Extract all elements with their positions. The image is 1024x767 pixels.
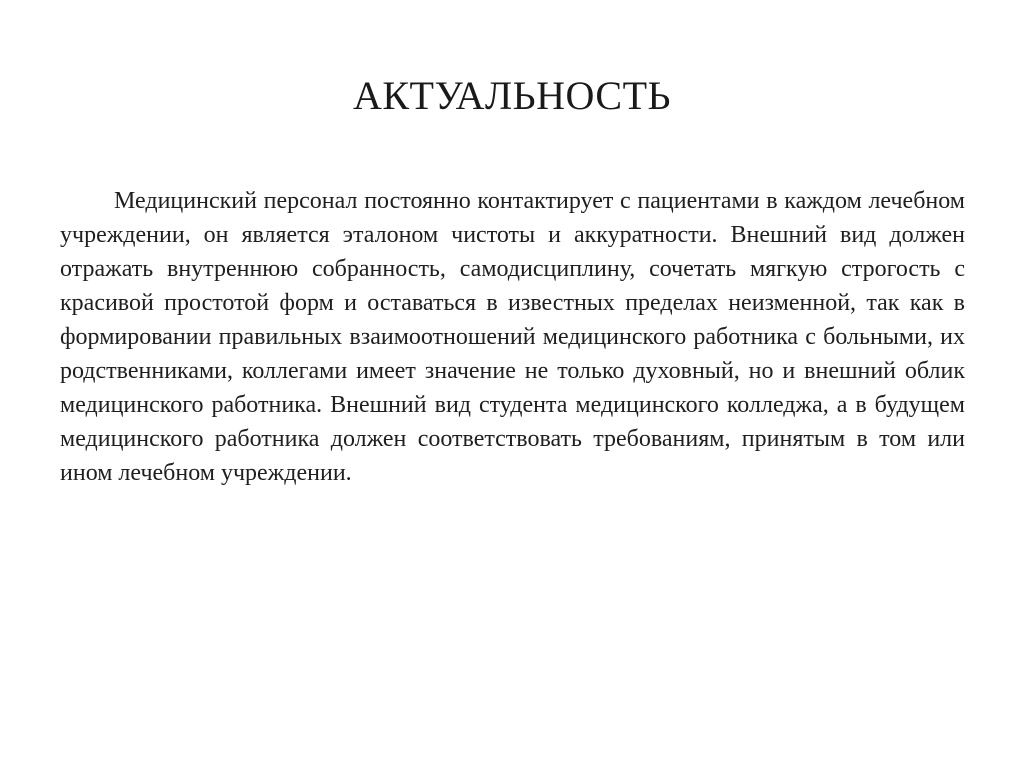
slide-title: АКТУАЛЬНОСТЬ — [352, 73, 671, 118]
slide-body-text: Медицинский персонал постоянно контактирует с пациентами в каждом лечебном учреждении, он является эталоном чистоты и аккуратности. Внешний вид должен отражать внутреннюю собранность, самодисциплину, сочетать мягкую строгость с красивой простотой форм и оставаться в известных пределах неизменной, так как в формировании правильных взаимоотношений медицинского работника с больными, их родственниками, коллегами имеет значение не только духовный, но и внешний облик медицинского работника. Внешний вид студента медицинского колледжа, а в будущем медицинского работника должен соответствовать требованиям, принятым в том или ином лечебном учреждении. — [60, 188, 965, 486]
